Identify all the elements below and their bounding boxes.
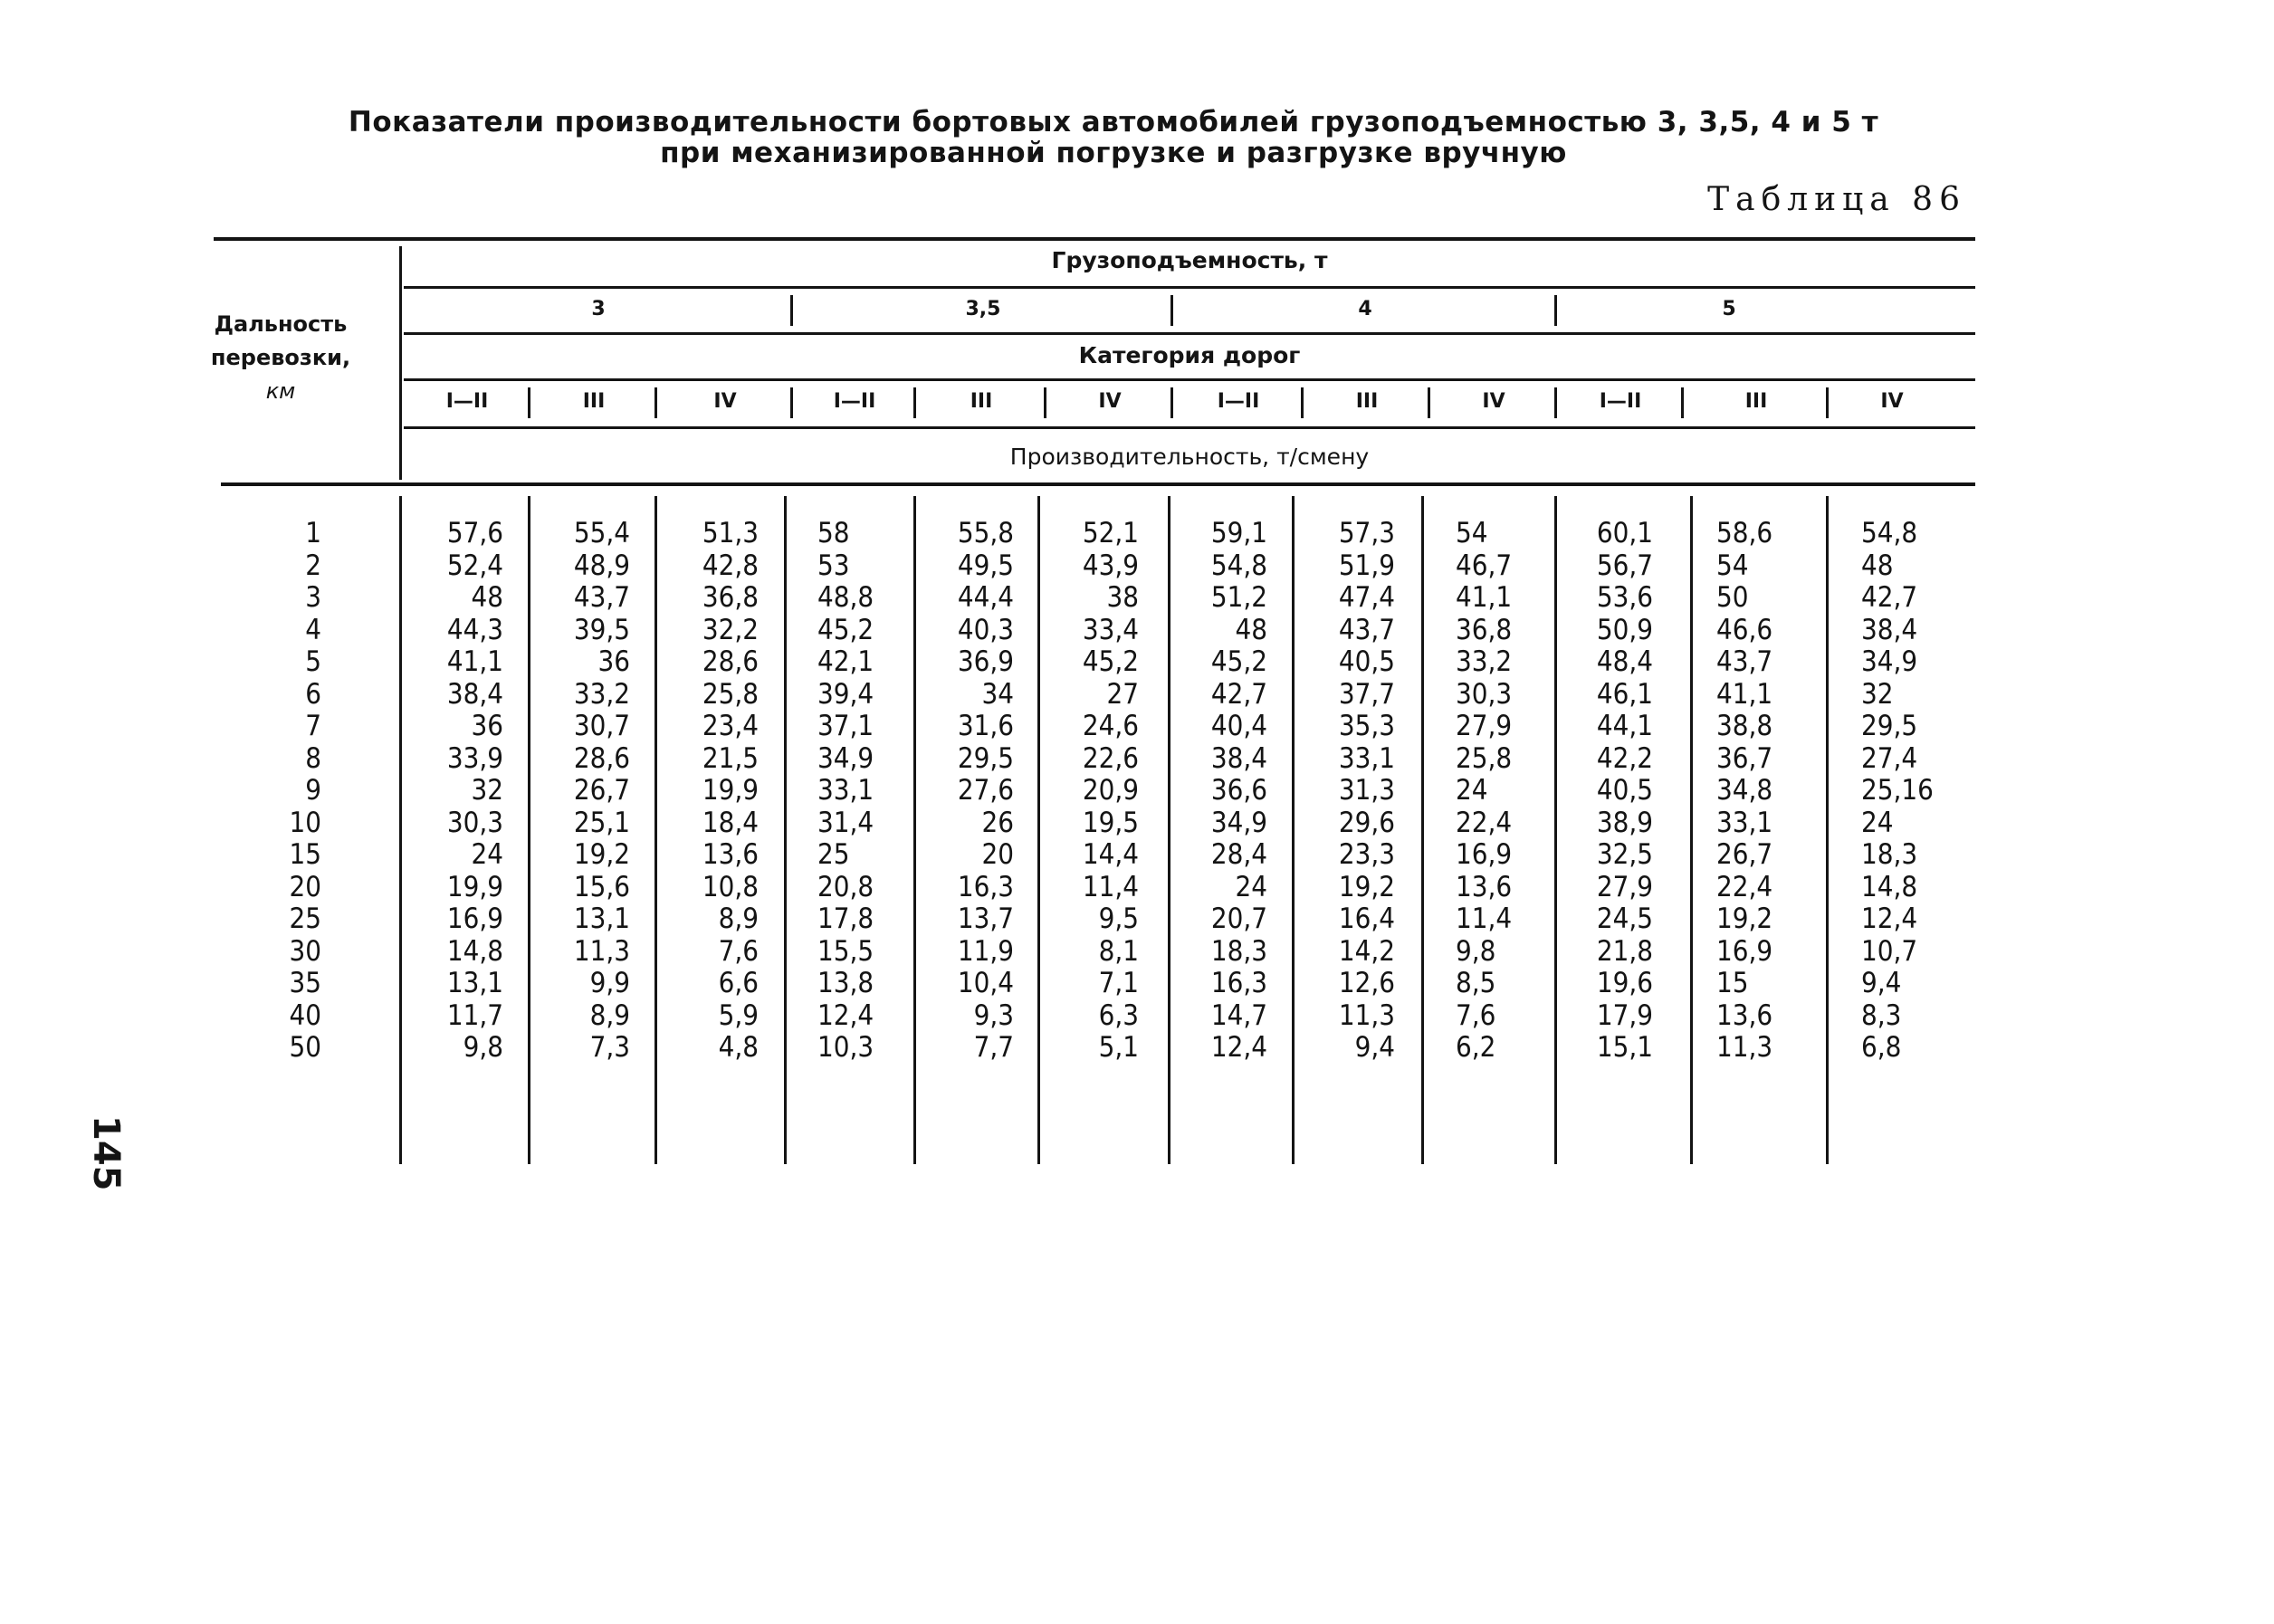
table-cell: 57,3 (1338, 517, 1395, 549)
table-cell: 20,9 (1082, 774, 1139, 807)
category-4: I—II (833, 390, 876, 413)
table-cell: 24,6 (1082, 710, 1139, 742)
table-cell: 31,4 (817, 806, 874, 839)
distance-cell: 5 (305, 645, 321, 678)
table-cell: 11,3 (573, 934, 630, 968)
table-cell: 8,9 (589, 998, 630, 1032)
table-cell: 30,3 (1456, 677, 1513, 711)
body-divider-9 (1554, 496, 1557, 1164)
table-cell: 6,6 (718, 967, 759, 999)
rule-under-categories (404, 426, 1975, 429)
table-cell: 9,4 (1354, 1031, 1395, 1064)
table-cell: 41,1 (446, 645, 503, 678)
table-cell: 9,4 (1861, 967, 1902, 999)
table-cell: 40,3 (957, 613, 1014, 646)
table-cell: 31,3 (1338, 774, 1395, 807)
table-cell: 34,8 (1716, 774, 1773, 807)
table-cell: 41,1 (1716, 677, 1773, 711)
table-cell: 19,9 (702, 774, 759, 807)
table-cell: 9,8 (1456, 934, 1496, 968)
table-cell: 33,1 (817, 774, 874, 807)
table-cell: 50 (1716, 581, 1749, 614)
table-cell: 24 (1861, 806, 1894, 839)
table-cell: 40,5 (1338, 645, 1395, 678)
table-cell: 36,6 (1210, 774, 1267, 807)
capacity-3-5: 3,5 (965, 298, 1001, 320)
rule-under-capacities (404, 332, 1975, 335)
table-cell: 16,9 (1456, 838, 1513, 871)
table-cell: 34 (981, 677, 1014, 711)
table-cell: 7,7 (973, 1031, 1014, 1064)
table-cell: 7,3 (589, 1031, 630, 1064)
capacity-title: Грузоподъемность, (1051, 247, 1307, 273)
category-11: III (1744, 390, 1768, 413)
table-cell: 16,9 (1716, 934, 1773, 968)
capacity-4: 4 (1358, 298, 1372, 320)
table-cell: 13,6 (702, 838, 759, 871)
table-cell: 13,7 (957, 903, 1014, 935)
table-cell: 15,5 (817, 934, 874, 968)
table-cell: 13,1 (573, 903, 630, 935)
table-cell: 49,5 (957, 549, 1014, 582)
table-cell: 9,8 (463, 1031, 503, 1064)
productivity-unit: т/смену (1276, 444, 1370, 470)
table-cell: 8,1 (1098, 934, 1139, 968)
table-cell: 46,6 (1716, 613, 1773, 646)
table-cell: 7,6 (718, 934, 759, 968)
table-cell: 46,7 (1456, 549, 1513, 582)
table-cell: 11,3 (1716, 1031, 1773, 1064)
table-cell: 24 (471, 838, 503, 871)
table-cell: 24 (1235, 870, 1267, 903)
data-column (1050, 518, 1139, 1065)
category-divider-7 (1301, 387, 1304, 418)
table-cell: 19,6 (1596, 967, 1653, 999)
data-column (1306, 518, 1395, 1065)
table-cell: 10,7 (1861, 934, 1918, 968)
table-title (344, 107, 1883, 168)
table-cell: 36,9 (957, 645, 1014, 678)
table-cell: 10,4 (957, 967, 1014, 999)
table-cell: 24 (1456, 774, 1488, 807)
data-column (1456, 518, 1544, 1065)
category-divider-2 (654, 387, 657, 418)
table-cell: 5,1 (1098, 1031, 1139, 1064)
table-cell: 45,2 (1082, 645, 1139, 678)
table-cell: 32,2 (702, 613, 759, 646)
table-cell: 11,7 (446, 998, 503, 1032)
table-cell: 28,4 (1210, 838, 1267, 871)
table-cell: 55,8 (957, 517, 1014, 549)
table-cell: 37,7 (1338, 677, 1395, 711)
category-1: I—II (445, 390, 489, 413)
table-cell: 11,4 (1456, 903, 1513, 935)
table-cell: 14,2 (1338, 934, 1395, 968)
table-cell: 15,1 (1596, 1031, 1653, 1064)
distance-cell: 50 (289, 1031, 321, 1064)
table-cell: 14,8 (446, 934, 503, 968)
table-cell: 11,4 (1082, 870, 1139, 903)
table-cell: 54,8 (1861, 517, 1918, 549)
body-divider-11 (1826, 496, 1829, 1164)
distance-cell: 3 (305, 581, 321, 614)
table-cell: 38,9 (1596, 806, 1653, 839)
distance-cell: 25 (289, 903, 321, 935)
capacity-divider-1 (790, 295, 793, 326)
table-cell: 44,3 (446, 613, 503, 646)
table-cell: 15,6 (573, 870, 630, 903)
table-cell: 48,4 (1596, 645, 1653, 678)
table-cell: 39,4 (817, 677, 874, 711)
table-cell: 4,8 (718, 1031, 759, 1064)
body-divider-4 (913, 496, 916, 1164)
table-cell: 38 (1106, 581, 1139, 614)
table-cell: 30,3 (446, 806, 503, 839)
table-cell: 50,9 (1596, 613, 1653, 646)
table-cell: 43,7 (1716, 645, 1773, 678)
table-cell: 38,4 (1861, 613, 1918, 646)
table-cell: 51,9 (1338, 549, 1395, 582)
distance-header-unit: км (265, 378, 296, 404)
table-cell: 57,6 (446, 517, 503, 549)
rule-under-road-title (404, 378, 1975, 381)
road-category-header: Категория дорог (1078, 342, 1301, 368)
category-divider-1 (528, 387, 530, 418)
table-cell: 19,9 (446, 870, 503, 903)
category-divider-9 (1554, 387, 1557, 418)
table-cell: 52,4 (446, 549, 503, 582)
distance-cell: 35 (289, 967, 321, 999)
table-cell: 6,8 (1861, 1031, 1902, 1064)
distance-cell: 1 (305, 517, 321, 549)
table-cell: 22,4 (1456, 806, 1513, 839)
table-cell: 53,6 (1596, 581, 1653, 614)
table-cell: 26 (981, 806, 1014, 839)
table-cell: 45,2 (817, 613, 874, 646)
table-cell: 9,3 (973, 998, 1014, 1032)
table-cell: 40,5 (1596, 774, 1653, 807)
body-divider-6 (1168, 496, 1170, 1164)
rule-under-capacity-title (404, 286, 1975, 289)
table-cell: 36 (471, 710, 503, 742)
capacity-3: 3 (591, 298, 606, 320)
table-cell: 19,2 (1338, 870, 1395, 903)
table-cell: 19,2 (1716, 903, 1773, 935)
table-cell: 27,9 (1596, 870, 1653, 903)
table-cell: 16,4 (1338, 903, 1395, 935)
table-cell: 12,4 (817, 998, 874, 1032)
body-divider-1 (528, 496, 530, 1164)
table-cell: 33,2 (1456, 645, 1513, 678)
capacity-header (404, 247, 1975, 274)
body-divider-3 (784, 496, 787, 1164)
category-8: III (1355, 390, 1379, 413)
category-divider-3 (790, 387, 793, 418)
stub-divider-header (399, 246, 402, 480)
table-cell: 14,8 (1861, 870, 1918, 903)
table-cell: 41,1 (1456, 581, 1513, 614)
table-cell: 52,1 (1082, 517, 1139, 549)
table-cell: 59,1 (1210, 517, 1267, 549)
table-cell: 21,8 (1596, 934, 1653, 968)
productivity-title: Производительность, (1009, 444, 1270, 470)
body-divider-10 (1690, 496, 1693, 1164)
table-cell: 29,6 (1338, 806, 1395, 839)
distance-cell: 9 (305, 774, 321, 807)
category-12: IV (1880, 390, 1904, 413)
table-cell: 17,8 (817, 903, 874, 935)
header-bottom-rule (221, 482, 1975, 486)
table-cell: 23,3 (1338, 838, 1395, 871)
table-cell: 20 (981, 838, 1014, 871)
category-7: I—II (1217, 390, 1260, 413)
table-cell: 21,5 (702, 741, 759, 775)
table-cell: 7,1 (1098, 967, 1139, 999)
data-column (817, 518, 906, 1065)
table-cell: 43,9 (1082, 549, 1139, 582)
table-cell: 33,1 (1716, 806, 1773, 839)
table-cell: 30,7 (573, 710, 630, 742)
table-cell: 39,5 (573, 613, 630, 646)
table-cell: 23,4 (702, 710, 759, 742)
table-cell: 36,8 (1456, 613, 1513, 646)
distance-cell: 20 (289, 870, 321, 903)
table-cell: 6,2 (1456, 1031, 1496, 1064)
category-10: I—II (1599, 390, 1642, 413)
table-cell: 48,8 (817, 581, 874, 614)
table-cell: 38,8 (1716, 710, 1773, 742)
table-cell: 32 (1861, 677, 1894, 711)
table-cell: 43,7 (573, 581, 630, 614)
table-cell: 22,4 (1716, 870, 1773, 903)
distance-cell: 8 (305, 741, 321, 775)
table-cell: 48 (1235, 613, 1267, 646)
table-cell: 31,6 (957, 710, 1014, 742)
table-cell: 25,16 (1861, 774, 1934, 807)
table-cell: 38,4 (446, 677, 503, 711)
table-cell: 10,3 (817, 1031, 874, 1064)
table-cell: 17,9 (1596, 998, 1653, 1032)
table-cell: 9,9 (589, 967, 630, 999)
table-cell: 32,5 (1596, 838, 1653, 871)
table-cell: 14,7 (1210, 998, 1267, 1032)
body-divider-8 (1421, 496, 1424, 1164)
distance-header-line-1: Дальность (214, 311, 348, 337)
distance-cell: 7 (305, 710, 321, 742)
category-6: IV (1098, 390, 1122, 413)
category-9: IV (1482, 390, 1505, 413)
distance-cell: 40 (289, 998, 321, 1032)
table-cell: 44,4 (957, 581, 1014, 614)
table-cell: 42,7 (1861, 581, 1918, 614)
table-cell: 26,7 (1716, 838, 1773, 871)
table-cell: 19,2 (573, 838, 630, 871)
table-cell: 54,8 (1210, 549, 1267, 582)
data-column (415, 518, 503, 1065)
table-cell: 33,2 (573, 677, 630, 711)
category-divider-6 (1170, 387, 1173, 418)
table-cell: 42,8 (702, 549, 759, 582)
table-cell: 51,3 (702, 517, 759, 549)
table-cell: 8,5 (1456, 967, 1496, 999)
table-cell: 34,9 (1861, 645, 1918, 678)
table-cell: 27,6 (957, 774, 1014, 807)
body-divider-7 (1292, 496, 1295, 1164)
table-cell: 37,1 (817, 710, 874, 742)
table-cell: 6,3 (1098, 998, 1139, 1032)
title-line-1: Показатели производительности бортовых автомобилей грузоподъемностью 3, 3,5, 4 и 5 т (348, 106, 1879, 139)
table-cell: 16,9 (446, 903, 503, 935)
table-cell: 13,6 (1716, 998, 1773, 1032)
table-cell: 29,5 (957, 741, 1014, 775)
productivity-header (404, 444, 1975, 471)
capacity-divider-3 (1554, 295, 1557, 326)
body-divider-2 (654, 496, 657, 1164)
table-cell: 28,6 (702, 645, 759, 678)
title-line-2: при механизированной погрузке и разгрузке вручную (660, 137, 1567, 169)
table-cell: 19,5 (1082, 806, 1139, 839)
distance-cell: 15 (289, 838, 321, 871)
table-cell: 60,1 (1596, 517, 1653, 549)
table-cell: 34,9 (817, 741, 874, 775)
capacity-divider-2 (1170, 295, 1173, 326)
table-cell: 11,9 (957, 934, 1014, 968)
table-cell: 46,1 (1596, 677, 1653, 711)
category-divider-4 (913, 387, 916, 418)
table-cell: 12,4 (1861, 903, 1918, 935)
distance-column (253, 518, 321, 1065)
table-cell: 25 (817, 838, 850, 871)
table-cell: 16,3 (957, 870, 1014, 903)
table-number-label: Таблица 86 (1707, 181, 1966, 218)
page-number: 145 (85, 1115, 127, 1191)
table-cell: 38,4 (1210, 741, 1267, 775)
table-cell: 12,4 (1210, 1031, 1267, 1064)
table-cell: 42,2 (1596, 741, 1653, 775)
table-cell: 33,1 (1338, 741, 1395, 775)
table-cell: 22,6 (1082, 741, 1139, 775)
table-cell: 29,5 (1861, 710, 1918, 742)
table-cell: 36 (597, 645, 630, 678)
table-cell: 45,2 (1210, 645, 1267, 678)
table-cell: 11,3 (1338, 998, 1395, 1032)
table-cell: 51,2 (1210, 581, 1267, 614)
table-cell: 26,7 (573, 774, 630, 807)
table-cell: 44,1 (1596, 710, 1653, 742)
table-cell: 25,8 (1456, 741, 1513, 775)
table-cell: 48,9 (573, 549, 630, 582)
category-2: III (582, 390, 606, 413)
table-cell: 14,4 (1082, 838, 1139, 871)
table-cell: 40,4 (1210, 710, 1267, 742)
table-cell: 58 (817, 517, 850, 549)
category-divider-8 (1428, 387, 1430, 418)
distance-cell: 10 (289, 806, 321, 839)
table-cell: 48 (1861, 549, 1894, 582)
table-cell: 36,8 (702, 581, 759, 614)
table-cell: 25,8 (702, 677, 759, 711)
category-5: III (970, 390, 993, 413)
table-cell: 9,5 (1098, 903, 1139, 935)
data-column (1861, 518, 1961, 1065)
table-cell: 54 (1456, 517, 1488, 549)
table-cell: 8,3 (1861, 998, 1902, 1032)
table-cell: 25,1 (573, 806, 630, 839)
data-column (1179, 518, 1267, 1065)
distance-header-line-2: перевозки, (210, 345, 351, 370)
table-cell: 12,6 (1338, 967, 1395, 999)
data-column (925, 518, 1014, 1065)
category-divider-11 (1826, 387, 1829, 418)
distance-cell: 4 (305, 613, 321, 646)
table-cell: 34,9 (1210, 806, 1267, 839)
table-cell: 13,8 (817, 967, 874, 999)
table-cell: 42,1 (817, 645, 874, 678)
table-cell: 36,7 (1716, 741, 1773, 775)
category-divider-5 (1044, 387, 1046, 418)
table-cell: 20,8 (817, 870, 874, 903)
table-cell: 20,7 (1210, 903, 1267, 935)
table-cell: 58,6 (1716, 517, 1773, 549)
table-cell: 27 (1106, 677, 1139, 711)
table-cell: 18,4 (702, 806, 759, 839)
body-divider-5 (1037, 496, 1040, 1164)
table-cell: 13,6 (1456, 870, 1513, 903)
distance-cell: 6 (305, 677, 321, 711)
table-cell: 15 (1716, 967, 1749, 999)
data-column (670, 518, 759, 1065)
table-cell: 35,3 (1338, 710, 1395, 742)
table-cell: 16,3 (1210, 967, 1267, 999)
table-cell: 33,9 (446, 741, 503, 775)
table-cell: 18,3 (1210, 934, 1267, 968)
category-3: IV (713, 390, 737, 413)
table-cell: 32 (471, 774, 503, 807)
table-cell: 8,9 (718, 903, 759, 935)
table-cell: 13,1 (446, 967, 503, 999)
distance-cell: 30 (289, 934, 321, 968)
data-column (1564, 518, 1653, 1065)
table-cell: 48 (471, 581, 503, 614)
table-cell: 24,5 (1596, 903, 1653, 935)
table-cell: 18,3 (1861, 838, 1918, 871)
table-cell: 56,7 (1596, 549, 1653, 582)
table-cell: 43,7 (1338, 613, 1395, 646)
capacity-5: 5 (1722, 298, 1736, 320)
table-cell: 27,4 (1861, 741, 1918, 775)
table-cell: 7,6 (1456, 998, 1496, 1032)
top-rule (214, 237, 1975, 241)
capacity-unit: т (1314, 247, 1328, 273)
table-cell: 10,8 (702, 870, 759, 903)
category-divider-10 (1681, 387, 1684, 418)
table-cell: 28,6 (573, 741, 630, 775)
table-cell: 27,9 (1456, 710, 1513, 742)
distance-header (208, 308, 353, 408)
data-column (1716, 518, 1805, 1065)
table-cell: 55,4 (573, 517, 630, 549)
distance-cell: 2 (305, 549, 321, 582)
table-cell: 53 (817, 549, 850, 582)
stub-divider-body (399, 496, 402, 1164)
table-cell: 47,4 (1338, 581, 1395, 614)
table-cell: 54 (1716, 549, 1749, 582)
table-cell: 5,9 (718, 998, 759, 1032)
table-cell: 42,7 (1210, 677, 1267, 711)
table-cell: 33,4 (1082, 613, 1139, 646)
data-column (541, 518, 630, 1065)
